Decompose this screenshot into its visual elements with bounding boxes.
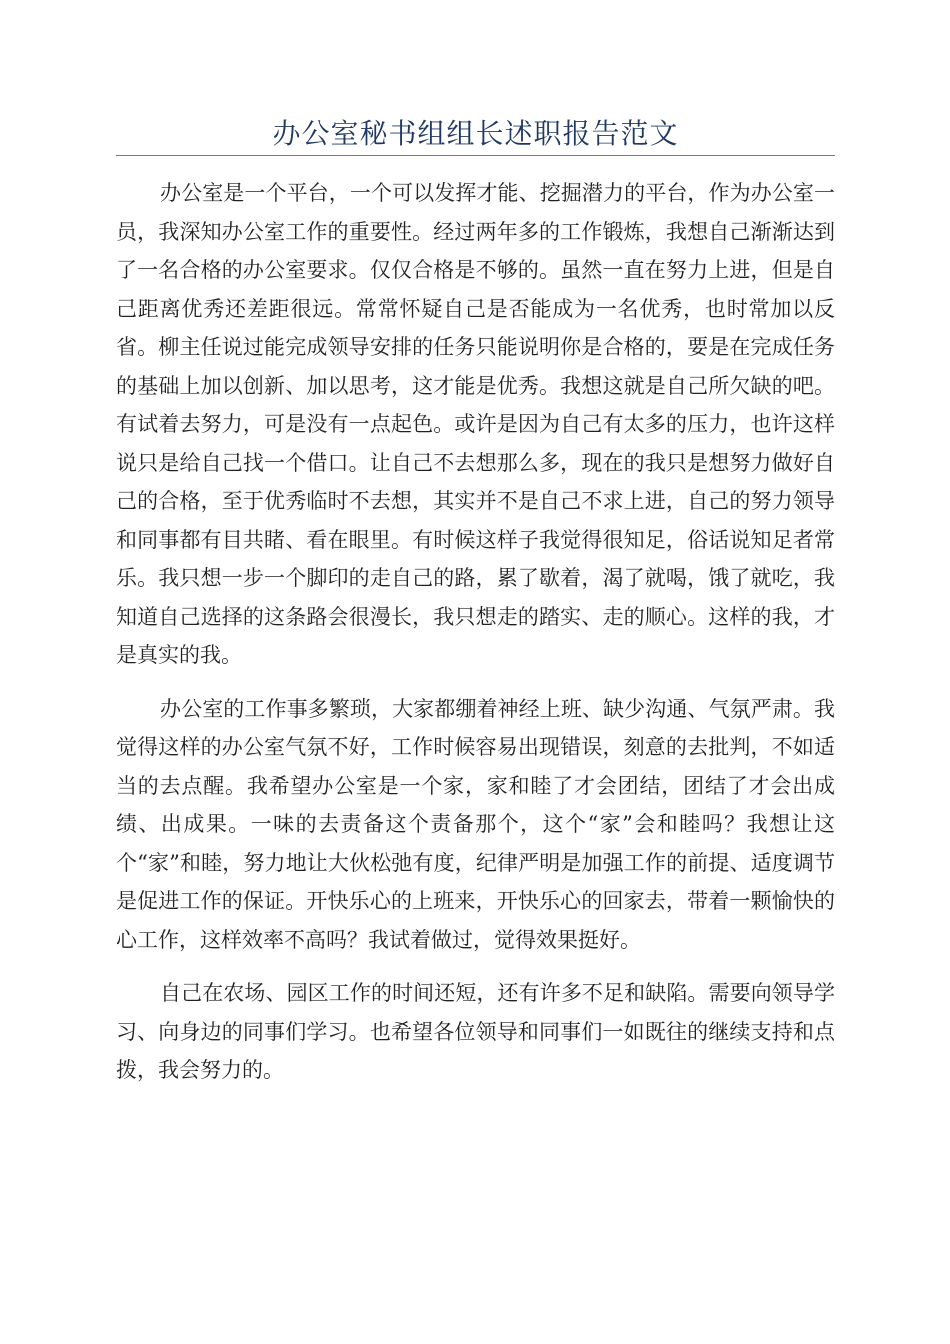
title-underline-rule: [116, 155, 835, 156]
document-body: [116, 174, 835, 1090]
document-title: 办公室秘书组组长述职报告范文: [272, 117, 679, 150]
paragraph: 办公室的工作事多繁琐，大家都绷着神经上班、缺少沟通、气氛严肃。我觉得这样的办公室气氛不好，工作时候容易出现错误，刻意的去批判，不如适当的去点醒。我希望办公室是一个家，家和睦了才会团结，团结了才会出成绩、出成果。一味的去责备这个责备那个，这个“家”会和睦吗？我想让这个“家”和睦，努力地让大伙松弛有度，纪律严明是加强工作的前提、适度调节是促进工作的保证。开快乐心的上班来，开快乐心的回家去，带着一颗愉快的心工作，这样效率不高吗？我试着做过，觉得效果挺好。: [116, 696, 835, 952]
paragraph: 自己在农场、园区工作的时间还短，还有许多不足和缺陷。需要向领导学习、向身边的同事们学习。也希望各位领导和同事们一如既往的继续支持和点拨，我会努力的。: [116, 981, 835, 1082]
paragraph: 办公室是一个平台，一个可以发挥才能、挖掘潜力的平台，作为办公室一员，我深知办公室工作的重要性。经过两年多的工作锻炼，我想自己渐渐达到了一名合格的办公室要求。仅仅合格是不够的。虽然一直在努力上进，但是自己距离优秀还差距很远。常常怀疑自己是否能成为一名优秀，也时常加以反省。柳主任说过能完成领导安排的任务只能说明你是合格的，要是在完成任务的基础上加以创新、加以思考，这才能是优秀。我想这就是自己所欠缺的吧。有试着去努力，可是没有一点起色。或许是因为自己有太多的压力，也许这样说只是给自己找一个借口。让自己不去想那么多，现在的我只是想努力做好自己的合格，至于优秀临时不去想，其实并不是自己不求上进，自己的努力领导和同事都有目共睹、看在眼里。有时候这样子我觉得很知足，俗话说知足者常乐。我只想一步一个脚印的走自己的路，累了歇着，渴了就喝，饿了就吃，我知道自己选择的这条路会很漫长，我只想走的踏实、走的顺心。这样的我，才是真实的我。: [116, 181, 835, 667]
